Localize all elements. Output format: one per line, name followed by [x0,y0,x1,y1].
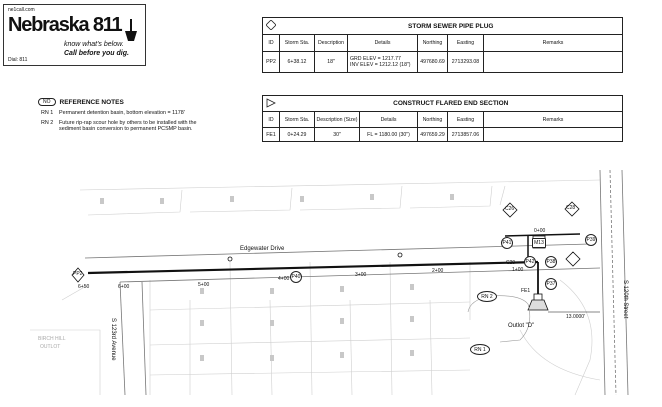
header-id: ID [263,112,280,128]
callout-c26: C26 [505,206,515,212]
basin-outline [468,296,530,342]
note-text: Permanent detention basin, bottom elevation = 1178' [59,110,185,116]
station-label: 1+00 [512,267,524,273]
station-label: 4+00 [278,276,290,282]
callout-rn2: RN 2 [477,291,497,302]
callout-p39: P39 [585,234,597,246]
callout-c29: C29 [506,260,516,266]
station-label: 3+00 [355,272,367,278]
header-easting: Easting [448,112,484,128]
callout-p42: P42 [524,256,536,268]
header-remarks: Remarks [484,112,623,128]
station-label: 6+00 [118,284,130,290]
header-remarks: Remarks [484,35,623,52]
header-details: Details [360,112,418,128]
header-desc: Description [315,35,348,52]
c29-symbol [566,252,580,266]
callout-p38: P38 [545,256,557,268]
header-easting: Easting [448,35,484,52]
cell-id: FE1 [263,128,280,142]
station-label: 2+00 [432,268,444,274]
cell-desc: 30" [315,128,360,142]
reference-notes-badge: NO [38,98,56,106]
header-desc: Description (Size) [315,112,360,128]
flared-end-title: CONSTRUCT FLARED END SECTION [280,96,623,112]
storm-sewer-line [88,262,538,273]
cell-sta: 6+38.12 [280,52,315,73]
logo-dial: Dial: 811 [8,57,28,63]
callout-p40: P40 [290,271,302,283]
cell-easting: 2713293.08 [448,52,484,73]
details-line-1: GRD ELEV = 1217.77 [350,56,401,62]
street-edgewater-drive: Edgewater Drive [240,246,285,252]
cell-northing: 497680.69 [418,52,448,73]
header-northing: Northing [418,35,448,52]
station-label: 6+50 [78,284,90,290]
callout-p41: P41 [501,237,513,249]
cell-northing: 497659.29 [418,128,448,142]
logo-tagline-2: Call before you dig. [64,50,129,57]
note-id: RN 1 [41,110,54,116]
outlot-d-label: Outlot "D" [508,323,535,329]
header-sta: Storm Sta. [280,35,315,52]
header-northing: Northing [418,112,448,128]
cell-details: FL = 1180.00 (30") [360,128,418,142]
dimension-label: 13.0000' [566,314,586,320]
street-s-123rd-avenue: S 123rd Avenue [110,318,116,361]
header-details: Details [348,35,418,52]
faded-label-1: BIRCH HILL [38,336,66,342]
callout-pp2: PP2 [73,271,83,277]
callout-c28: C28 [566,205,576,211]
cell-id: PP2 [263,52,280,73]
callout-rn1: RN 1 [470,344,490,355]
logo-site: ne1call.com [8,7,35,13]
storm-plug-title: STORM SEWER PIPE PLUG [280,18,623,35]
faded-label-2: OUTLOT [40,344,61,350]
flared-end-section [528,300,548,310]
station-label: 0+00 [534,228,546,234]
station-label: 5+00 [198,282,210,288]
logo-tagline-1: know what's below. [64,41,124,48]
callout-fe1: FE1 [521,288,531,294]
header-id: ID [263,35,280,52]
note-text: Future rip-rap scour hole by others to be installed with the sediment basin conversion to permanent PCSMP basin. [59,120,197,132]
note-id: RN 2 [41,120,54,126]
logo-brand: Nebraska 811 [8,14,122,36]
callout-m13: M13 [532,238,546,248]
cell-easting: 2713857.06 [448,128,484,142]
street-s-120th-street: S 120th Street [622,280,628,319]
details-line-2: INV ELEV = 1212.12 (18") [350,62,411,68]
callout-p37: P37 [545,278,557,290]
header-sta: Storm Sta. [280,112,315,128]
cell-sta: 0+24.29 [280,128,315,142]
cell-desc: 18" [315,52,348,73]
reference-notes-title: REFERENCE NOTES [59,98,124,106]
